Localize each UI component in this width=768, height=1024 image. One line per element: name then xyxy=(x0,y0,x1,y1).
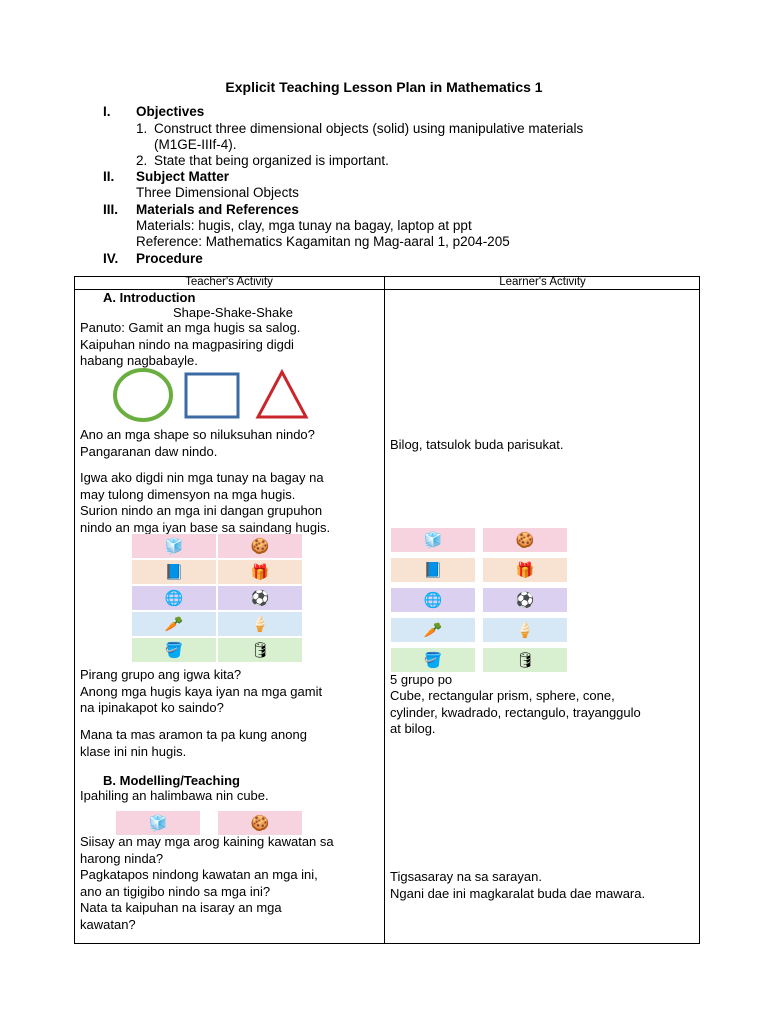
intro-instructions: Panuto: Gamit an mga hugis sa salog. Kaipuhan nindo na magpasiring digdi habang nagbabayle. xyxy=(80,320,301,368)
modelling-cookie-sphere-icon: 🍪 xyxy=(218,811,302,835)
learner-answer-3: Cube, rectangular prism, sphere, cone, cylinder, kwadrado, rectangulo, trayanggulo at bilog. xyxy=(390,688,641,736)
barrel-cylinder-icon: 🛢 xyxy=(483,648,567,672)
modelling-line-1: Ipahiling an halimbawa nin cube. xyxy=(80,788,269,803)
teacher-object-grid xyxy=(132,534,302,662)
cube-rubik-icon: 🧊 xyxy=(132,534,216,558)
section-heading-procedure: Procedure xyxy=(136,251,203,266)
intro-question-1: Ano an mga shape so niluksuhan nindo? Pangaranan daw nindo. xyxy=(80,427,315,459)
bucket-cylinder-icon: 🪣 xyxy=(391,648,475,672)
book-prism-icon: 📘 xyxy=(132,560,216,584)
cookie-sphere-icon: 🍪 xyxy=(483,528,567,552)
beach-ball-icon: ⚽ xyxy=(218,586,302,610)
barrel-cylinder-icon: 🛢 xyxy=(218,638,302,662)
objective-item-1-cont: (M1GE-IIIf-4). xyxy=(154,137,237,152)
objective-item-2: 2. State that being organized is important. xyxy=(136,153,389,168)
learner-answer-1: Bilog, tatsulok buda parisukat. xyxy=(390,437,564,452)
intro-paragraph-2: Igwa ako digdi nin mga tunay na bagay na may tulong dimensyon na mga hugis. Surion nindo an mga ini dangan grupuhon nindo an mga iyan base sa saindang hugis. xyxy=(80,470,331,535)
book-prism-icon: 📘 xyxy=(391,558,475,582)
cookie-sphere-icon: 🍪 xyxy=(218,534,302,558)
floor-shapes xyxy=(108,368,318,424)
teacher-activity-header: Teacher's Activity xyxy=(185,276,273,288)
globe-icon: 🌐 xyxy=(391,588,475,612)
carrot-cone-icon: 🥕 xyxy=(132,612,216,636)
subject-matter-text: Three Dimensional Objects xyxy=(136,185,299,200)
learner-answer-2: 5 grupo po xyxy=(390,672,453,687)
section-numeral-subject: II. xyxy=(103,169,115,184)
section-heading-materials: Materials and References xyxy=(136,202,299,217)
intro-question-2: Pirang grupo ang igwa kita? Anong mga hugis kaya iyan na mga gamit na ipinakapot ko saindo? xyxy=(80,667,323,715)
square-shape xyxy=(186,374,238,417)
intro-heading: A. Introduction xyxy=(103,290,196,305)
table-column-divider xyxy=(384,276,385,944)
cube-rubik-icon: 🧊 xyxy=(391,528,475,552)
game-title: Shape-Shake-Shake xyxy=(173,305,293,320)
gift-box-icon: 🎁 xyxy=(218,560,302,584)
modelling-cube-rubik-icon: 🧊 xyxy=(116,811,200,835)
intro-question-3: Mana ta mas aramon ta pa kung anong klase ini nin hugis. xyxy=(80,727,307,759)
bucket-cylinder-icon: 🪣 xyxy=(132,638,216,662)
triangle-shape xyxy=(258,372,306,417)
section-heading-subject: Subject Matter xyxy=(136,169,230,184)
modelling-questions: Siisay an may mga arog kaining kawatan sa harong ninda? Pagkatapos nindong kawatan an mga ini, ano an tigigibo nindo sa mga ini? Nata ta kaipuhan na isaray an mga kawatan? xyxy=(80,834,334,932)
section-numeral-objectives: I. xyxy=(103,104,111,119)
beach-ball-icon: ⚽ xyxy=(483,588,567,612)
ice-cream-cone-icon: 🍦 xyxy=(218,612,302,636)
learner-answer-4: Tigsasaray na sa sarayan. Ngani dae ini magkaralat buda dae mawara. xyxy=(390,869,646,901)
learner-activity-header: Learner's Activity xyxy=(499,276,586,288)
learner-object-grid xyxy=(391,528,569,673)
globe-icon: 🌐 xyxy=(132,586,216,610)
document-title: Explicit Teaching Lesson Plan in Mathematics 1 xyxy=(225,79,543,95)
objective-item-1: 1. Construct three dimensional objects (solid) using manipulative materials xyxy=(136,121,584,136)
modelling-cube-examples xyxy=(116,811,302,835)
reference-line: Reference: Mathematics Kagamitan ng Mag-aaral 1, p204-205 xyxy=(136,234,510,249)
circle-shape xyxy=(115,370,171,420)
section-numeral-procedure: IV. xyxy=(103,251,119,266)
ice-cream-cone-icon: 🍦 xyxy=(483,618,567,642)
section-numeral-materials: III. xyxy=(103,202,119,217)
modelling-heading: B. Modelling/Teaching xyxy=(103,773,240,788)
materials-line: Materials: hugis, clay, mga tunay na bagay, laptop at ppt xyxy=(136,218,472,233)
section-heading-objectives: Objectives xyxy=(136,104,205,119)
carrot-cone-icon: 🥕 xyxy=(391,618,475,642)
gift-box-icon: 🎁 xyxy=(483,558,567,582)
